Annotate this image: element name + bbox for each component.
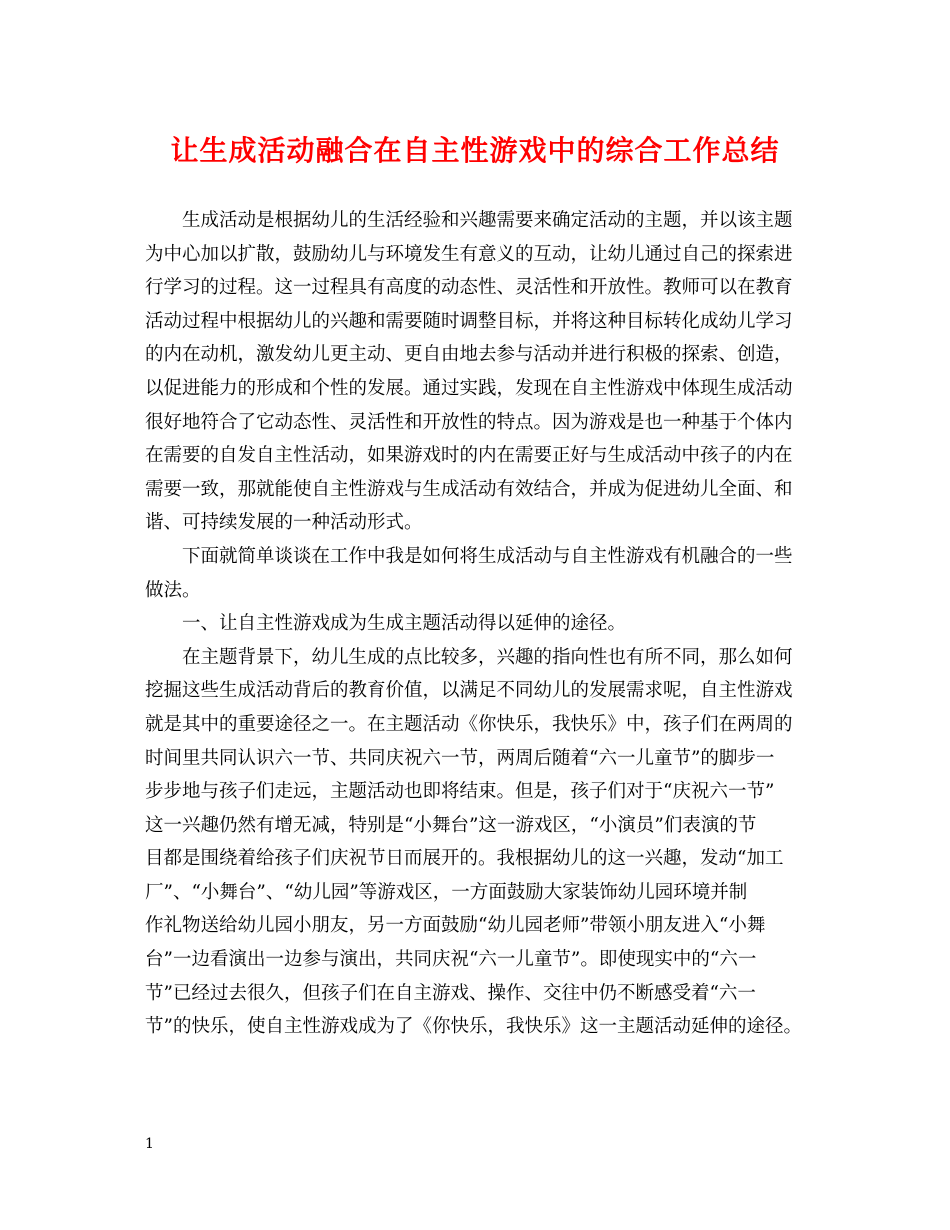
document-body [145,204,810,1044]
text-line: 目都是围绕着给孩子们庆祝节日而展开的。我根据幼儿的这一兴趣，发动“加工 [145,848,784,870]
text-line: 就是其中的重要途径之一。在主题活动《你快乐，我快乐》中，孩子们在两周的 [145,713,793,735]
document-title: 让生成活动融合在自主性游戏中的综合工作总结 [170,134,780,167]
text-line: 谐、可持续发展的一种活动形式。 [145,512,423,534]
text-line: 行学习的过程。这一过程具有高度的动态性、灵活性和开放性。教师可以在教育 [145,277,793,299]
text-line: 台”一边看演出一边参与演出，共同庆祝“六一儿童节”。即使现实中的“六一 [145,949,757,971]
section-heading-1 [145,607,810,641]
text-line: 这一兴趣仍然有增无减，特别是“小舞台”这一游戏区，“小演员”们表演的节 [145,814,757,836]
text-line: 很好地符合了它动态性、灵活性和开放性的特点。因为游戏是也一种基于个体内 [145,411,793,433]
text-line: 在主题背景下，幼儿生成的点比较多，兴趣的指向性也有所不同，那么如何 [182,646,793,668]
page-number: 1 [145,1136,154,1152]
text-line: 节”的快乐，使自主性游戏成为了《你快乐，我快乐》这一主题活动延伸的途径。 [145,1016,802,1038]
paragraph-1 [145,204,810,540]
text-line: 在需要的自发自主性活动，如果游戏时的内在需要正好与生成活动中孩子的内在 [145,445,793,467]
text-line: 时间里共同认识六一节、共同庆祝六一节，两周后随着“六一儿童节”的脚步一 [145,747,775,769]
paragraph-3 [145,641,810,1044]
text-line: 作礼物送给幼儿园小朋友，另一方面鼓励“幼儿园老师”带领小朋友进入“小舞 [145,915,766,937]
text-line: 厂”、“小舞台”、“幼儿园”等游戏区，一方面鼓励大家装饰幼儿园环境并制 [145,881,748,903]
text-line: 需要一致，那就能使自主性游戏与生成活动有效结合，并成为促进幼儿全面、和 [145,478,793,500]
text-line: 下面就简单谈谈在工作中我是如何将生成活动与自主性游戏有机融合的一些 [182,545,793,567]
text-line: 步步地与孩子们走远，主题活动也即将结束。但是，孩子们对于“庆祝六一节” [145,781,775,803]
text-line: 挖掘这些生成活动背后的教育价值，以满足不同幼儿的发展需求呢，自主性游戏 [145,680,793,702]
text-line: 活动过程中根据幼儿的兴趣和需要随时调整目标，并将这种目标转化成幼儿学习 [145,310,793,332]
text-line: 为中心加以扩散，鼓励幼儿与环境发生有意义的互动，让幼儿通过自己的探索进 [145,243,793,265]
text-line: 生成活动是根据幼儿的生活经验和兴趣需要来确定活动的主题，并以该主题 [182,210,793,231]
text-line: 节”已经过去很久，但孩子们在自主游戏、操作、交往中仍不断感受着“六一 [145,982,756,1004]
text-line: 做法。 [145,579,201,601]
text-line: 的内在动机，激发幼儿更主动、更自由地去参与活动并进行积极的探索、创造， [145,344,793,366]
text-line: 以促进能力的形成和个性的发展。通过实践，发现在自主性游戏中体现生成活动 [145,377,793,399]
text-line: 一、让自主性游戏成为生成主题活动得以延伸的途径。 [182,613,627,635]
paragraph-2 [145,540,810,607]
